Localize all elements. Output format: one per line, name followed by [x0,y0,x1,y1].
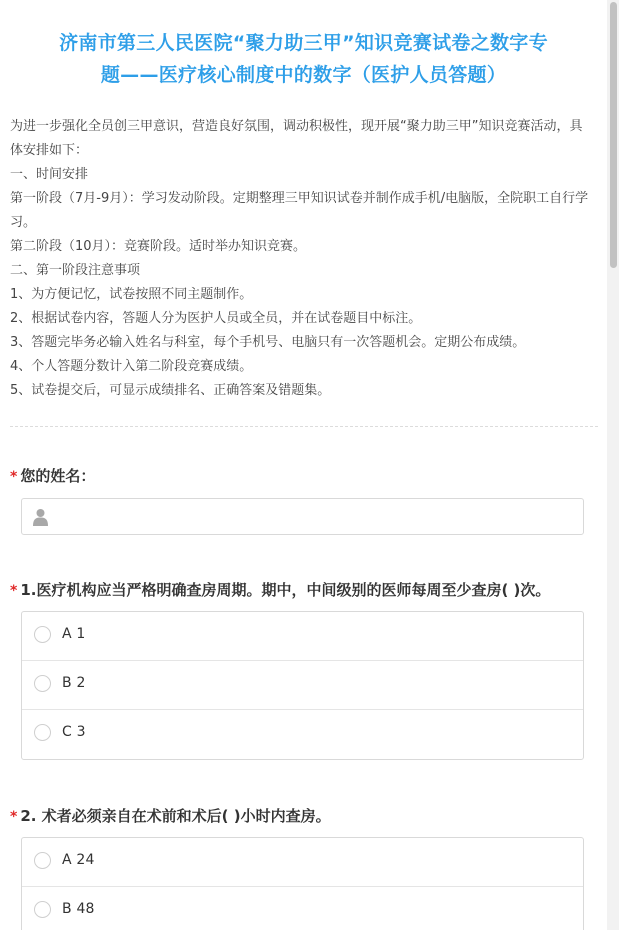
page-title-line-2: 题——医疗核心制度中的数字（医护人员答题） [100,64,507,86]
intro-list-item: 5、试卷提交后，可显示成绩排名、正确答案及错题集。 [10,383,331,398]
survey-introduction [10,115,590,403]
name-input[interactable] [60,499,574,536]
question-2-option-a[interactable] [22,838,583,887]
radio-button[interactable] [34,724,51,741]
option-label: A 24 [62,852,95,868]
person-icon [33,508,48,526]
intro-list-item: 1、为方便记忆，试卷按照不同主题制作。 [10,287,253,302]
intro-paragraph: 第二阶段（10月）：竞赛阶段。适时举办知识竞赛。 [10,239,307,254]
radio-button[interactable] [34,675,51,692]
vertical-scrollbar[interactable] [607,0,619,930]
name-question-label: 您的姓名： [20,467,96,485]
radio-button[interactable] [34,626,51,643]
option-label: C 3 [62,724,86,740]
question-1-title [10,579,550,600]
option-label: B 2 [62,675,86,691]
question-2-options [21,837,584,930]
page-title-line-1: 济南市第三人民医院“聚力助三甲”知识竞赛试卷之数字专 [59,32,548,54]
intro-list-item: 4、个人答题分数计入第二阶段竞赛成绩。 [10,359,253,374]
question-1-option-b[interactable] [22,661,583,710]
required-mark: * [10,469,18,485]
name-input-container[interactable] [21,498,584,535]
option-label: B 48 [62,901,95,917]
question-2-title [10,805,331,826]
intro-paragraph: 第一阶段（7月-9月）：学习发动阶段。定期整理三甲知识试卷并制作成手机/电脑版，全院职工自行学习。 [10,191,589,230]
question-1-text: 1.医疗机构应当严格明确查房周期。期中，中间级别的医师每周至少查房( )次。 [20,581,551,599]
intro-list-item: 2、根据试卷内容，答题人分为医护人员或全员，并在试卷题目中标注。 [10,311,422,326]
intro-paragraph: 为进一步强化全员创三甲意识，营造良好氛围，调动积极性，现开展“聚力助三甲”知识竞赛活动，具体安排如下： [10,119,583,158]
question-2-option-b[interactable] [22,887,583,930]
question-1-options [21,611,584,760]
radio-button[interactable] [34,901,51,918]
intro-heading: 二、第一阶段注意事项 [10,263,141,278]
question-2-text: 2. 术者必须亲自在术前和术后( )小时内查房。 [20,807,331,825]
page-title [0,0,607,107]
option-label: A 1 [62,626,86,642]
section-divider [10,426,598,427]
radio-button[interactable] [34,852,51,869]
scrollbar-thumb[interactable] [610,2,617,268]
intro-heading: 一、时间安排 [10,167,89,182]
question-1-option-c[interactable] [22,710,583,759]
intro-list-item: 3、答题完毕务必输入姓名与科室，每个手机号、电脑只有一次答题机会。定期公布成绩。 [10,335,526,350]
question-1-option-a[interactable] [22,612,583,661]
required-mark: * [10,583,18,599]
name-question-title [10,465,95,486]
required-mark: * [10,809,18,825]
